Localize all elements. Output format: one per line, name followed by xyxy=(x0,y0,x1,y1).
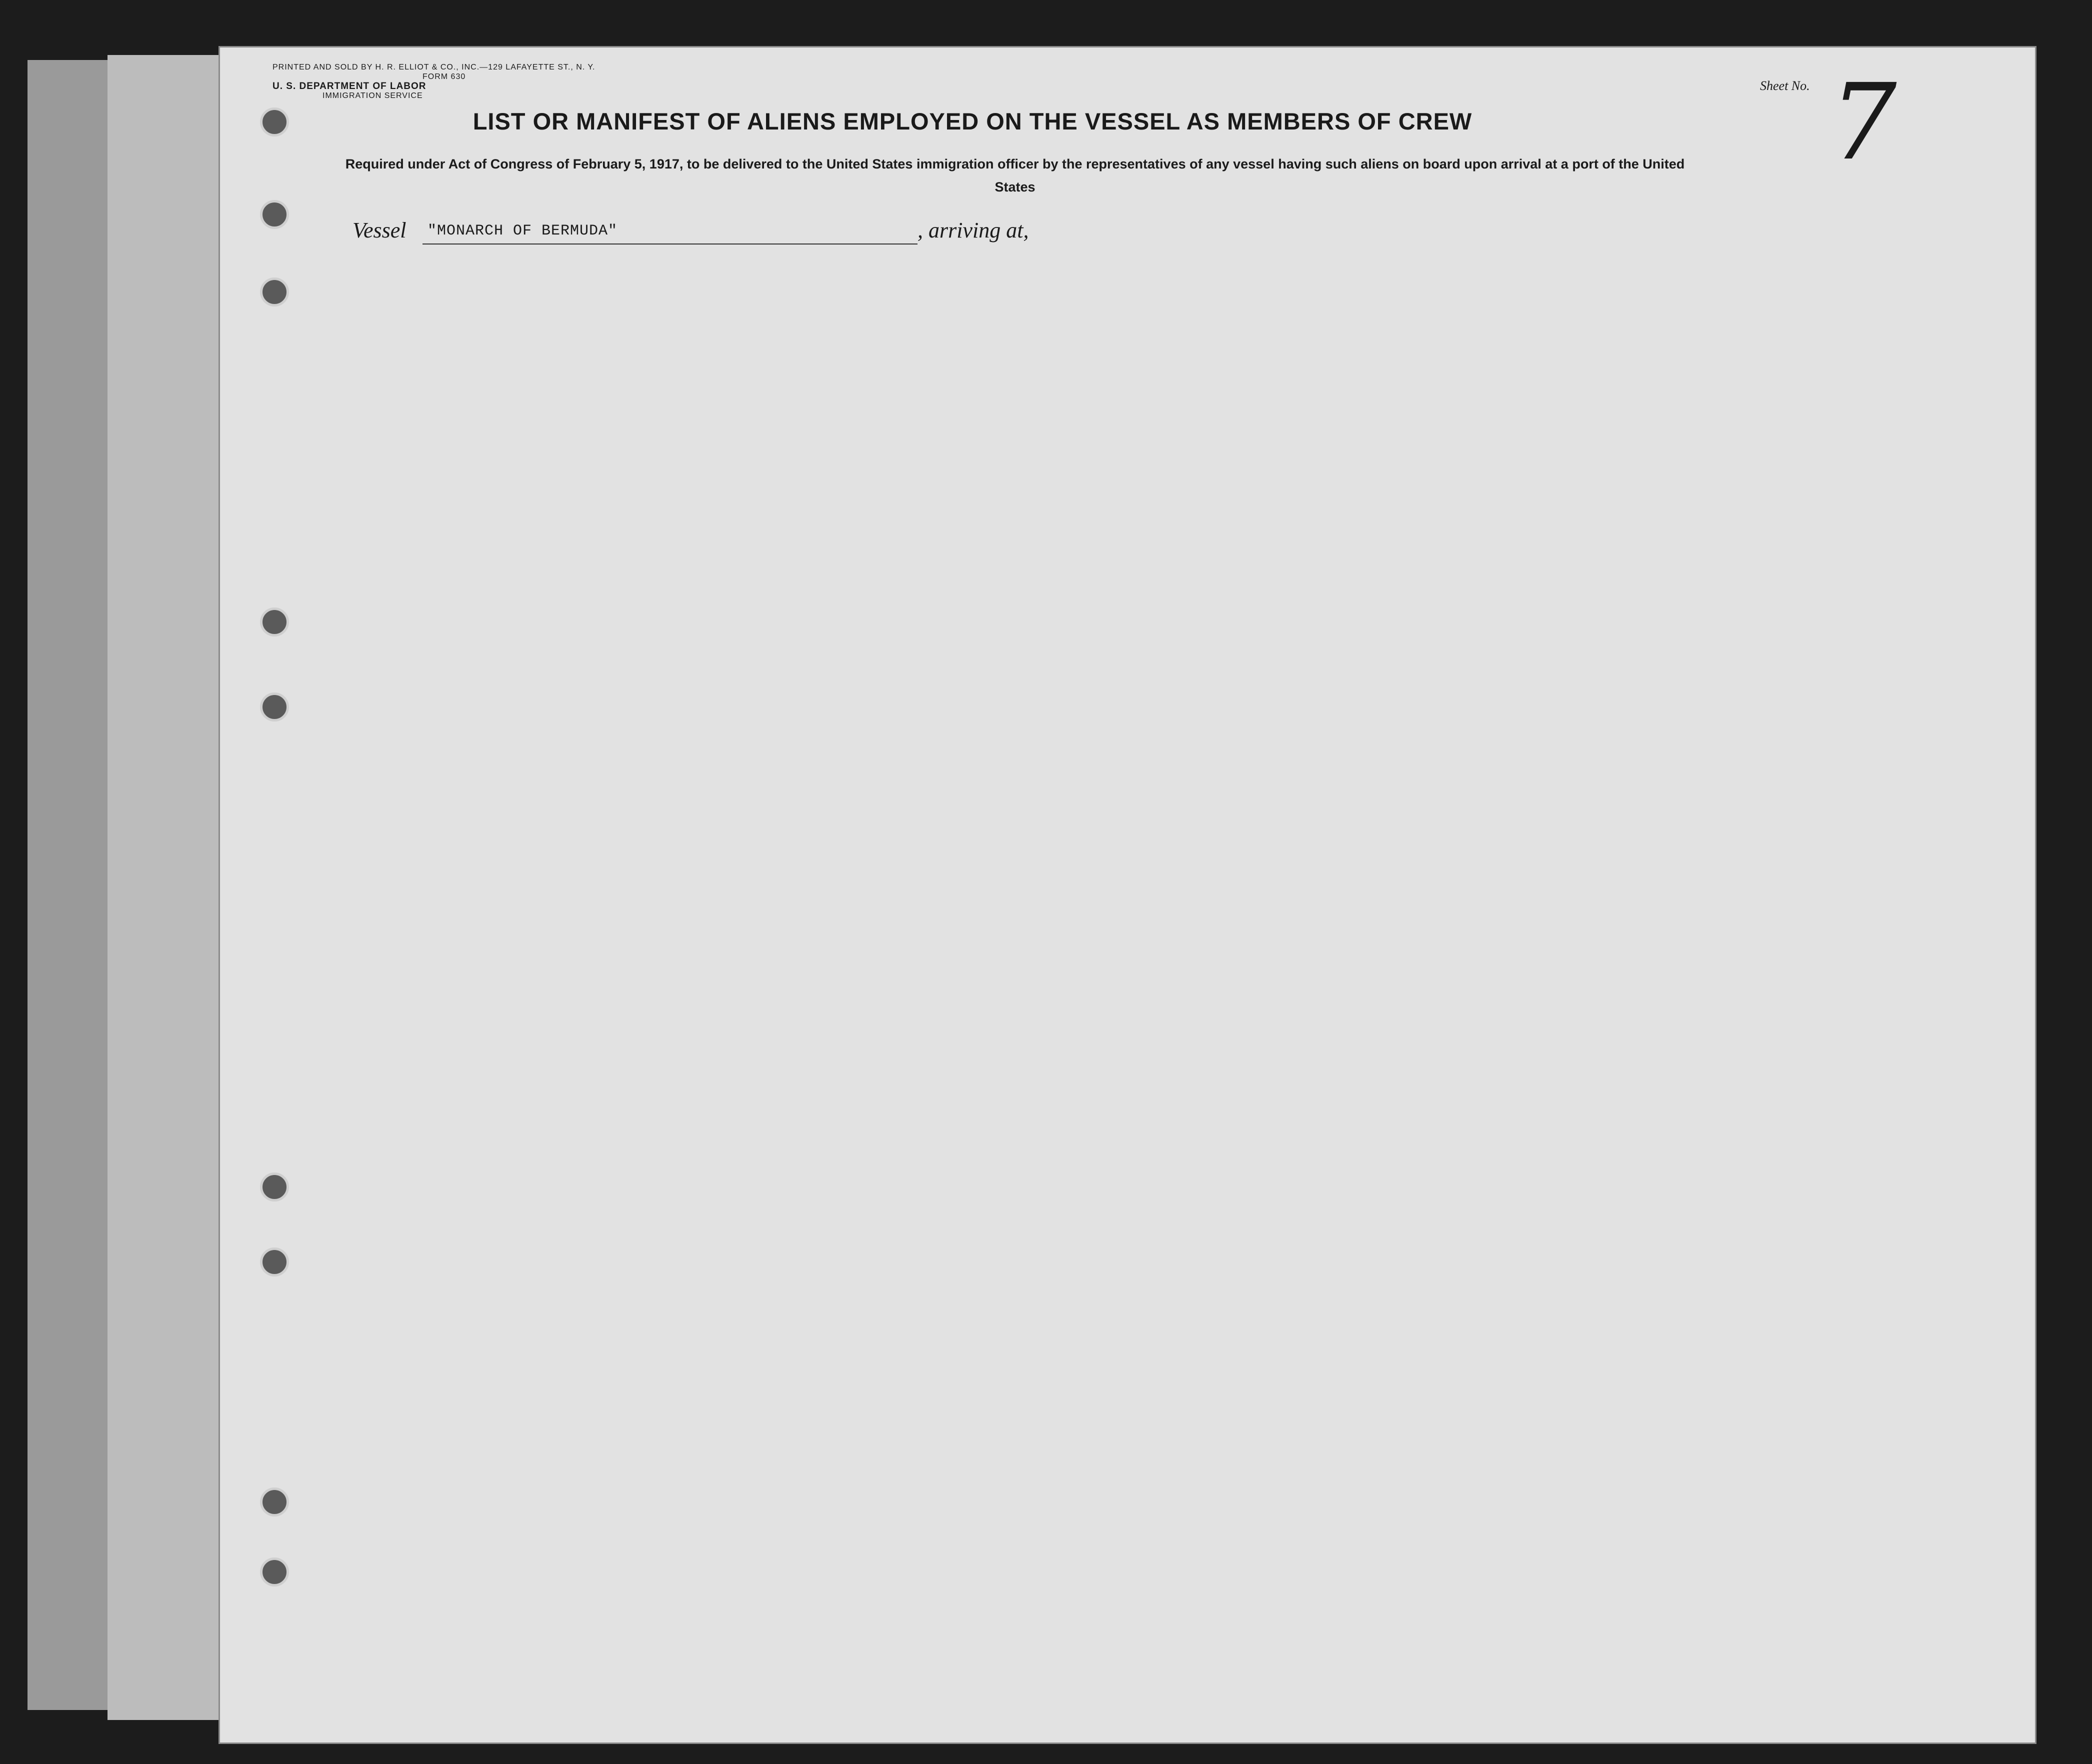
punch-hole xyxy=(260,1558,289,1586)
vessel-label: Vessel xyxy=(352,218,406,242)
department-name: U. S. DEPARTMENT OF LABOR xyxy=(272,81,426,92)
arriving-label: , arriving at, xyxy=(918,218,1029,242)
punch-hole xyxy=(260,1248,289,1276)
page-subtitle: Required under Act of Congress of February 5, 1917, to be delivered to the United States immigration officer by the representatives of any vessel having such aliens on board upon arrival at a port of the United States xyxy=(345,156,1685,194)
vessel-name: "MONARCH OF BERMUDA" xyxy=(428,222,618,240)
sheet-number-value: 7 xyxy=(1830,61,1897,184)
page-title: LIST OR MANIFEST OF ALIENS EMPLOYED ON THE VESSEL AS MEMBERS OF CREW xyxy=(472,108,1472,134)
binder-page-edge xyxy=(108,55,224,1720)
punch-hole xyxy=(260,692,289,722)
punch-hole xyxy=(260,1172,289,1202)
punch-hole xyxy=(260,608,289,636)
printer-line: PRINTED AND SOLD BY H. R. ELLIOT & CO., INC.—129 LAFAYETTE ST., N. Y. xyxy=(272,63,596,72)
manifest-sheet xyxy=(220,48,2035,1742)
vessel-line xyxy=(220,218,2030,252)
service-name: IMMIGRATION SERVICE xyxy=(322,92,423,100)
punch-hole xyxy=(260,278,289,306)
sheet-number-label: Sheet No. xyxy=(1760,78,1810,93)
punch-hole xyxy=(260,1488,289,1516)
printer-info xyxy=(272,62,595,100)
form-number: FORM 630 xyxy=(422,72,466,81)
